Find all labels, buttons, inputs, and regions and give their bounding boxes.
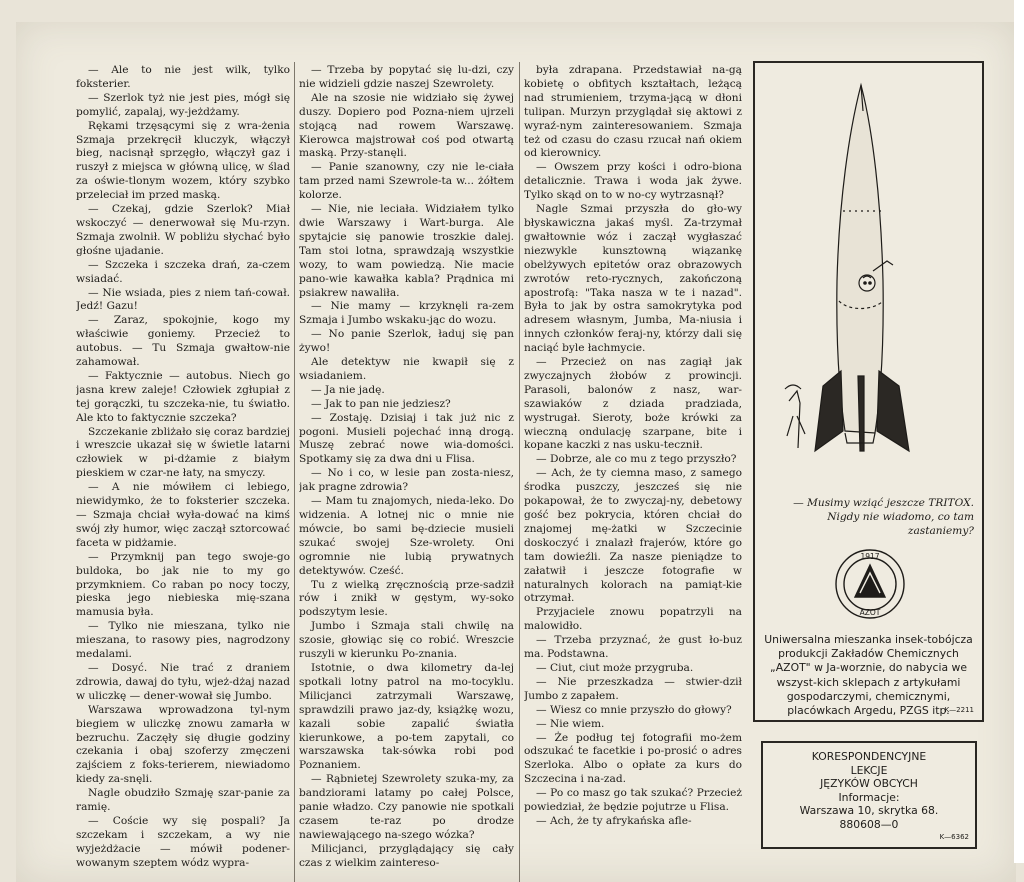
paragraph: — Ach, że ty ciemna maso, z samego środka puszczy, jeszcześ się nie pokapował, że to zwyczaj-ny, debetowy gość bez pokrycia, któren chciał do znajomej mę-żatki w Szczecinie doskoczyć i znalazł frajerów, które go tam dowieźli. Za nasze pieniądze to załatwił i jeszcze fotografie w naturalnych kolorach na pamiąt-kie otrzymał. xyxy=(524,467,742,605)
paragraph: Nagle Szmai przyszła do gło-wy błyskawiczna jakaś myśl. Za-trzymał gwałtownie wóz i zaczął wygłaszać niezwykle kunsztowną wiązankę obelżywych epitetów oraz obrazowych zwrotów reto-rycznych, zakończoną apostrofą: "Taka nasza w te i nazad". Była to jak by ostra samokrytyka pod adresem własnym, Jumba, Ma-niusia i innych członków feraj-ny, którzy dali się naciąć byle łachmycie. xyxy=(524,203,742,355)
azot-emblem xyxy=(833,547,907,621)
paragraph: — Nie wsiada, pies z niem tań-cował. Jedź! Gazu! xyxy=(76,286,290,313)
paragraph: — Trzeba przyznać, że gust ło-buz ma. Podstawna. xyxy=(524,634,742,661)
paragraph: była zdrapana. Przedstawiał na-gą kobietę o obfitych kształtach, leżącą nad strumieniem, trzyma-jącą w dłoni tulipan. Murzyn przyglądał się aktowi z wyraź-nym zainteresowaniem. Szmaja też od czasu do czasu rzucał nań okiem od kierownicy. xyxy=(524,64,742,160)
newspaper-page xyxy=(16,22,1016,882)
paragraph: — Wiesz co mnie przyszło do głowy? xyxy=(536,703,732,716)
paragraph: — Owszem przy kości i odro-biona detalicznie. Trawa i woda jak żywe. Tylko skąd on to w no-cy wytrzasnął? xyxy=(524,161,742,202)
paragraph: — Ale to nie jest wilk, tylko foksterier. xyxy=(76,64,290,90)
paragraph: — Rąbnietej Szewrolety szuka-my, za bandziorami latamy po całej Polsce, panie władzo. Czy panowie nie spotkali czasem te-raz po drodze nawiewającego na-szego wózka? xyxy=(299,773,514,841)
paragraph: — Po co masz go tak szukać? Przecież powiedział, że będzie pojutrze u Flisa. xyxy=(524,787,742,814)
lessons-line-1: KORESPONDENCYJNE xyxy=(811,750,927,763)
lessons-line-5: Warszawa 10, skrytka 68. xyxy=(799,804,939,818)
lessons-code: K—6362 xyxy=(939,833,969,842)
paragraph: — Przecież on nas zagiął jak zwyczajnych żłobów z prowincji. Parasoli, balonów z nasz, war-szawiaków z dziada pradziada, wystrugał. Sieroty, boże krówki za wieczną ondulację szarpane, bite i kopane kaczki z nas usku-tecznił. xyxy=(524,356,742,452)
emblem-year: 1917 xyxy=(860,552,880,561)
article-column-1 xyxy=(76,64,290,882)
emblem-name: AZOT xyxy=(859,608,881,617)
paragraph: — Przymknij pan tego swoje-go buldoka, bo jak nie to my go przymkniem. Co raban po nocy toczy, pieska jego niebieska mię-szana mamusia była. xyxy=(76,550,290,619)
paragraph: — Jak to pan nie jedziesz? xyxy=(311,397,451,410)
paragraph: Ale detektyw nie kwapił się z wsiadaniem. xyxy=(299,356,514,382)
lessons-line-4: Informacje: xyxy=(838,790,900,804)
paragraph: — Czekaj, gdzie Szerlok? Miał wskoczyć — denerwował się Mu-rzyn. Szmaja zwolnił. W pobliżu słychać było głośne ujadanie. xyxy=(76,203,290,257)
paragraph: — Że podług tej fotografii mo-żem odszukać te facetkie i po-prosić o adres Szerloka. Albo o opłate za kurs do Szczecina i na-zad. xyxy=(524,731,742,786)
article-column-3 xyxy=(524,64,742,882)
paragraph: — Panie szanowny, czy nie le-ciała tam przed nami Szewrole-ta w... żółtem kolorze. xyxy=(299,161,514,202)
paragraph: — A nie mówiłem ci lebiego, niewidymko, że to foksterier szczeka. — Szmaja chciał wyła-dować na kimś swój zły humor, więc zaczął sztorcować faceta w pidżamie. xyxy=(76,481,290,549)
paragraph: — Ja nie jadę. xyxy=(311,383,385,396)
paragraph: Warszawa wprowadzona tyl-nym biegiem w uliczkę znowu zamarła w bezruchu. Zaczęły się długie godziny czekania i obaj szoferzy zmęczeni zajściem z foks-terierem, niewiadomo kiedy za-snęli. xyxy=(76,703,290,786)
paragraph: — No panie Szerlok, ładuj się pan żywo! xyxy=(299,328,514,355)
article-column-2 xyxy=(299,64,514,882)
paragraph: — Nie mamy — krzyknęli ra-zem Szmaja i Jumbo wskaku-jąc do wozu. xyxy=(299,300,514,327)
paragraph: — No i co, w lesie pan zosta-niesz, jak pragne zdrowia? xyxy=(299,467,514,494)
column-divider xyxy=(294,62,295,882)
paragraph: Ale na szosie nie widziało się żywej duszy. Dopiero pod Pozna-niem ujrzeli stojącą nad rowem Warszawę. Kierowca majstrował coś pod otwartą maską. Przy-stanęli. xyxy=(299,91,514,160)
language-lessons-ad xyxy=(761,741,977,849)
ad-description: Uniwersalna mieszanka insek-tobójcza produkcji Zakładów Chemicznych „AZOT" w Ja-worznie, do nabycia we wszyst-kich sklepach z artykułami gospodarczymi, chemicznymi, placówkach Argedu, PZGS itp. xyxy=(764,633,973,718)
paragraph: — Nie wiem. xyxy=(536,717,605,730)
paragraph: — Mam tu znajomych, nieda-leko. Do widzenia. A lotnej nic o mnie nie mówcie, bo sami bę-dziecie musieli szukać swojej Sze-wrolety. Oni ogromnie nie lubią prywatnych detektywów. Cześć. xyxy=(299,495,514,577)
paragraph: Przyjaciele znowu popatrzyli na malowidło. xyxy=(524,606,742,633)
paragraph: — Zostaję. Dzisiaj i tak już nic z pogoni. Musieli pojechać inną drogą. Muszę zebrać nowe wia-domości. Spotkamy się za dwa dni u Flisa. xyxy=(299,411,514,466)
paragraph: Jumbo i Szmaja stali chwilę na szosie, głowiąc się co robić. Wreszcie ruszyli w kierunku Po-znania. xyxy=(299,620,514,661)
page-edge xyxy=(1014,0,1024,863)
paragraph: Tu z wielką zręcznością prze-sadził rów i znikł w gęstym, wy-soko podszytym lesie. xyxy=(299,578,514,619)
column-divider xyxy=(519,62,520,882)
lessons-line-3: JĘZYKÓW OBCYCH xyxy=(820,777,918,791)
paragraph: Milicjanci, przyglądający się cały czas z wielkim zaintereso- xyxy=(299,842,514,869)
lessons-line-6: 880608—0 xyxy=(839,817,899,831)
paragraph: — Szczeka i szczeka drań, za-czem wsiadać. xyxy=(76,258,290,285)
paragraph: Istotnie, o dwa kilometry da-lej spotkali lotny patrol na mo-tocyklu. Milicjanci zatrzymali Warszawę, sprawdzili prawo jaz-dy, książkę wozu, kazali sobie zapalić światła kierunkowe, a po-tem zapytali, co warszawska tak-sówka robi pod Poznaniem. xyxy=(299,661,514,772)
rocket-illustration xyxy=(763,71,974,481)
paragraph: — Zaraz, spokojnie, kogo my właściwie goniemy. Przecież to autobus. — Tu Szmaja gwałtow-nie zahamował. xyxy=(76,314,290,369)
paragraph: — Coście wy się pospali? Ja szczekam i szczekam, a wy nie wyjeżdżacie — mówił podener-wowanym szeptem wódz wypra- xyxy=(76,814,290,869)
paragraph: Nagle obudziło Szmaję szar-panie za ramię. xyxy=(76,787,290,814)
paragraph: — Ach, że ty afrykańska afle- xyxy=(536,814,692,827)
paragraph: — Szerlok tyż nie jest pies, mógł się pomylić, zapalaj, wy-jeżdżamy. xyxy=(76,91,290,118)
paragraph: — Nie przeszkadza — stwier-dził Jumbo z zapałem. xyxy=(524,675,742,702)
paragraph: Rękami trzęsącymi się z wra-żenia Szmaja przekręcił kluczyk, włączył bieg, nacisnął sprzęgło, włączył gaz i ruszył z miejsca w główną ulicę, w ślad za oświe-tlonym wozem, który szybko przeleciał im przed maską. xyxy=(76,119,290,202)
ad-caption: — Musimy wziąć jeszcze TRITOX. Nigdy nie wiadomo, co tam zastaniemy? xyxy=(793,497,974,537)
lessons-line-2: LEKCJE xyxy=(850,763,888,777)
paragraph: — Faktycznie — autobus. Niech go jasna krew zaleje! Człowiek zgłupiał z tej gorączki, tu szczeka-nie, tu światło. Ale kto to faktycznie szczeka? xyxy=(76,369,290,424)
paragraph: — Dosyć. Nie trać z draniem zdrowia, dawaj do tyłu, wjeż-dżaj nazad w uliczkę — dener-wował się Jumbo. xyxy=(76,661,290,702)
paragraph: — Tylko nie mieszana, tylko nie mieszana, to rasowy pies, nagrodzony medalami. xyxy=(76,620,290,661)
tritox-advertisement xyxy=(753,61,984,722)
paragraph: — Ciut, ciut może przygruba. xyxy=(536,661,694,674)
ad-code: K—2211 xyxy=(944,706,974,714)
paragraph: — Nie, nie leciała. Widziałem tylko dwie Warszawy i Wart-burga. Ale spytajcie się panowie troszkie dalej. Tam stoi lotna, sprawdzają wszystkie wozy, to wam powiedzą. Nie macie pano-wie kawałka kabla? Prądnica mi psiakrew nawaliła. xyxy=(299,203,514,299)
paragraph: — Trzeba by popytać się lu-dzi, czy nie widzieli gdzie naszej Szewrolety. xyxy=(299,64,514,90)
paragraph: Szczekanie zbliżało się coraz bardziej i wreszcie ukazał się w świetle latarni człowiek w pi-dżamie z białym pieskiem w czar-ne łaty, na smyczy. xyxy=(76,425,290,480)
paragraph: — Dobrze, ale co mu z tego przyszło? xyxy=(536,453,737,466)
